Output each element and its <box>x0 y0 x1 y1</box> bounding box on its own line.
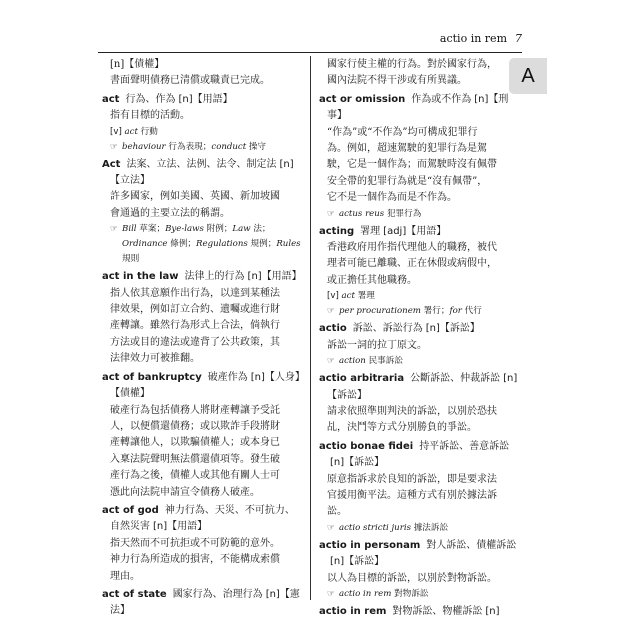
entry-tag: [n]【用語】 <box>178 93 233 105</box>
crossref-segment: 草案； <box>136 224 166 235</box>
entry-cross-reference <box>319 304 519 319</box>
dictionary-entry <box>102 157 302 268</box>
verb-word: act <box>341 291 355 302</box>
dictionary-entry <box>102 92 302 155</box>
entry-definition-line: 神力行為所造成的損害，不能構成索償 <box>110 554 280 566</box>
entry-tag: [adj]【用語】 <box>383 225 447 237</box>
entry-definition-line: 國家行使主權的行為。對於國家行為， <box>327 59 497 70</box>
crossref-segment: 法； <box>250 224 271 235</box>
entry-headword-line <box>319 321 519 337</box>
entry-headword-line <box>102 92 302 108</box>
entry-definition-line: 破產行為包括債務人將財產轉讓予受託 <box>110 404 280 416</box>
entry-translation: 法律上的行為 <box>184 271 245 283</box>
dictionary-entry <box>319 371 519 437</box>
entry-headword-line <box>102 157 302 190</box>
entry-term: actio bonae fidei <box>319 440 414 452</box>
entry-translation: 對人訴訟、債權訴訟 <box>426 539 517 551</box>
entry-definition-line: “作為”或“不作為”均可構成犯罪行 <box>327 126 478 138</box>
crossref-segment: behaviour <box>122 141 166 152</box>
entry-cross-reference <box>319 207 519 222</box>
crossref-segment: 署行； <box>420 306 450 317</box>
entry-headword-line <box>319 92 519 125</box>
entry-term: act <box>102 93 120 105</box>
running-head <box>440 32 522 45</box>
entry-translation: 國家行為、治理行為 <box>172 588 263 600</box>
dictionary-entry <box>102 587 302 620</box>
crossref-segment: 操守 <box>246 141 267 152</box>
dictionary-entry <box>319 57 519 90</box>
entry-headword-line <box>102 587 302 620</box>
dictionary-entry <box>102 503 302 585</box>
verb-gloss: 行動 <box>140 126 158 137</box>
entry-definition-line: 香港政府用作指代理他人的職務，被代 <box>327 242 497 254</box>
crossref-segment: 民事訴訟 <box>365 356 403 367</box>
crossref-segment: actus reus <box>339 208 385 219</box>
entry-definition-line: 理由。 <box>110 570 140 582</box>
entry-headword-line <box>319 538 519 571</box>
dictionary-entry <box>319 439 519 536</box>
crossref-segment: 據法訴訟 <box>410 522 449 533</box>
entry-definition-line: 駛，它是一個作為；而駕駛時沒有佩帶 <box>327 159 497 171</box>
entry-term: actio in rem <box>319 605 387 617</box>
entry-definition-line: 乩，決鬥等方式分別勝負的爭訟。 <box>327 422 477 434</box>
entry-definition-line: 官援用衡平法。這種方式有別於據法訴 <box>327 489 497 501</box>
pointing-hand-icon: ☞ <box>110 141 118 152</box>
entry-term: act or omission <box>319 93 406 105</box>
crossref-segment: Bye-laws <box>165 224 204 235</box>
entry-definition-line: 訴訟一詞的拉丁原文。 <box>327 339 427 351</box>
dictionary-entry <box>102 57 302 90</box>
entry-definition-line: 指人依其意願作出行為，以達到某種法 <box>110 287 280 299</box>
entry-translation: 作為或不作為 <box>411 93 472 105</box>
entry-term: act of bankruptcy <box>102 371 202 383</box>
dictionary-entry <box>319 321 519 369</box>
entry-headword-line <box>319 371 519 404</box>
entry-cross-reference <box>319 354 519 369</box>
entry-definition-line: 指有目標的活動。 <box>110 110 190 122</box>
crossref-segment: for <box>449 306 462 317</box>
entry-definition-line: 安全帶的犯罪行為就是“沒有佩帶”， <box>327 175 488 187</box>
page-number: 7 <box>515 32 522 45</box>
entry-tag: [n]【刑事】 <box>327 93 509 122</box>
crossref-segment: 代行 <box>461 306 482 317</box>
pointing-hand-icon: ☞ <box>327 208 335 219</box>
letter-thumb-tab: A <box>509 58 547 94</box>
entry-headword-line <box>102 503 302 536</box>
dictionary-entry <box>319 224 519 320</box>
entry-cross-reference <box>102 140 302 155</box>
entry-tag: [n]【訴訟】 <box>425 323 480 335</box>
crossref-segment: actio in rem <box>339 588 392 599</box>
crossref-segment: Rules <box>276 239 301 250</box>
dictionary-entry <box>102 370 302 501</box>
running-head-term: actio in rem <box>439 32 507 45</box>
right-column <box>319 57 519 622</box>
crossref-segment: per procurationem <box>339 306 421 317</box>
entry-translation: 神力行為、天災、不可抗力、自然災害 <box>110 504 295 533</box>
entry-tag: [n] <box>485 605 500 617</box>
entry-term: Act <box>102 158 121 170</box>
entry-definition-line: 原意指訴求於良知的訴訟，即是要求法 <box>327 473 497 485</box>
entry-headword-line <box>319 604 519 620</box>
entry-tag: [n]【訴訟】 <box>327 373 518 401</box>
crossref-segment: Law <box>232 224 251 235</box>
entry-definition-line: 法律效力可被推翻。 <box>110 353 200 365</box>
entry-translation: 公斷訴訟、仲裁訴訟 <box>410 373 501 385</box>
entry-tag: [n]【用語】 <box>247 271 302 283</box>
entry-tag: [n]【用語】 <box>153 521 208 533</box>
entry-translation: 破產作為 <box>207 371 248 383</box>
crossref-segment: conduct <box>211 141 247 152</box>
entry-definition-line: 律效果，例如訂立合約、遺囑或進行財 <box>110 304 280 316</box>
entry-definition-line: 會通過的主要立法的稱謂。 <box>110 207 230 219</box>
entry-definition-line: 產行為之後，債權人或其他有關人士可 <box>110 470 280 482</box>
crossref-segment: Regulations <box>196 239 248 250</box>
entry-verb-form <box>319 289 519 304</box>
crossref-segment: Bill <box>122 224 137 235</box>
dictionary-entry <box>319 538 519 602</box>
entry-term: act of god <box>102 504 159 516</box>
entry-definition-line: 或正擔任其他職務。 <box>327 274 417 286</box>
entry-definition-line: 以人為目標的訴訟，以別於對物訴訟。 <box>327 572 497 584</box>
entry-translation: 行為、作為 <box>125 93 176 105</box>
crossref-segment: 規例； <box>247 239 277 250</box>
entry-term: act of state <box>102 588 167 600</box>
entry-definition-line: 書面聲明債務已清償或職責已完成。 <box>110 75 270 87</box>
entry-tag: [n]【人身】【債權】 <box>110 371 300 400</box>
verb-gloss: 署理 <box>357 291 375 302</box>
entry-definition-line: [n]【債權】 <box>110 59 165 70</box>
entry-definition-line: 人，以便償還債務；或以欺詐手段將財 <box>110 420 280 432</box>
entry-tag: [n]【訴訟】 <box>330 457 385 469</box>
entry-definition-line: 為。例如，超速駕駛的犯罪行為是駕 <box>327 143 487 155</box>
pointing-hand-icon: ☞ <box>327 522 335 533</box>
entry-tag: [n]【憲法】 <box>110 588 300 617</box>
verb-label: [v] <box>110 126 122 137</box>
entry-term: actio <box>319 323 347 335</box>
entry-definition-line: 國內法院不得干涉或有所異議。 <box>327 75 467 87</box>
entry-cross-reference <box>102 222 302 267</box>
entry-term: act in the law <box>102 271 179 283</box>
crossref-segment: 犯罪行為 <box>384 208 422 219</box>
pointing-hand-icon: ☞ <box>110 224 118 235</box>
dictionary-entry <box>319 604 519 620</box>
entry-translation: 訴訟、訴訟行為 <box>352 323 423 335</box>
pointing-hand-icon: ☞ <box>327 356 335 367</box>
entry-verb-form <box>102 125 302 140</box>
crossref-segment: action <box>339 356 366 367</box>
crossref-segment: 規則 <box>122 254 140 265</box>
entry-headword-line <box>102 370 302 403</box>
entry-definition-line: 它不是一個作為而是不作為。 <box>327 192 457 204</box>
dictionary-entry <box>319 92 519 222</box>
entry-cross-reference <box>319 521 519 536</box>
entry-cross-reference <box>319 587 519 602</box>
entry-tag: [n]【訴訟】 <box>330 556 385 568</box>
entry-translation: 署理 <box>360 225 381 237</box>
crossref-segment: 對物訴訟 <box>391 588 429 599</box>
crossref-segment: actio stricti juris <box>339 522 411 533</box>
crossref-segment: 附例； <box>203 224 233 235</box>
entry-definition-line: 入稟法院聲明無法償還債項等。發生破 <box>110 453 280 465</box>
entry-definition-line: 憑此向法院申請宣令債務人破產。 <box>110 486 260 498</box>
entry-translation: 持平訴訟、善意訴訟 <box>419 440 510 452</box>
entry-term: actio arbitraria <box>319 373 405 385</box>
pointing-hand-icon: ☞ <box>327 588 335 599</box>
entry-definition-line: 方法或目的違法或違背了公共政策，其 <box>110 336 280 348</box>
verb-label: [v] <box>327 291 339 302</box>
crossref-segment: 條例； <box>167 239 197 250</box>
entry-headword-line <box>102 269 302 285</box>
crossref-segment: 行為表現； <box>165 141 212 152</box>
entry-term: actio in personam <box>319 539 421 551</box>
entry-headword-line <box>319 439 519 472</box>
entry-tag: [n]【立法】 <box>110 158 294 187</box>
pointing-hand-icon: ☞ <box>327 306 335 317</box>
column-divider <box>310 56 311 600</box>
header-rule <box>98 52 522 53</box>
entry-definition-line: 產轉讓他人，以欺騙債權人；或本身已 <box>110 437 280 449</box>
entry-definition-line: 請求依照準則判決的訴訟，以別於恐扶 <box>327 405 497 417</box>
entry-translation: 對物訴訟、物權訴訟 <box>392 605 483 617</box>
entry-definition-line: 產轉讓。雖然行為形式上合法，倘執行 <box>110 320 280 332</box>
entry-definition-line: 許多國家，例如美國、英國、新加坡國 <box>110 191 280 203</box>
entry-definition-line: 理者可能已離職、正在休假或病假中， <box>327 258 497 270</box>
entry-headword-line <box>319 224 519 240</box>
dictionary-entry <box>102 269 302 367</box>
crossref-segment: Ordinance <box>122 239 168 250</box>
left-column <box>102 57 302 622</box>
entry-definition-line: 指天然而不可抗拒或不可防範的意外。 <box>110 537 280 549</box>
entry-term: acting <box>319 225 355 237</box>
entry-translation: 法案、立法、法例、法令、制定法 <box>126 158 277 170</box>
dictionary-page <box>98 30 522 617</box>
verb-word: act <box>124 126 138 137</box>
entry-definition-line: 訟。 <box>327 506 347 518</box>
